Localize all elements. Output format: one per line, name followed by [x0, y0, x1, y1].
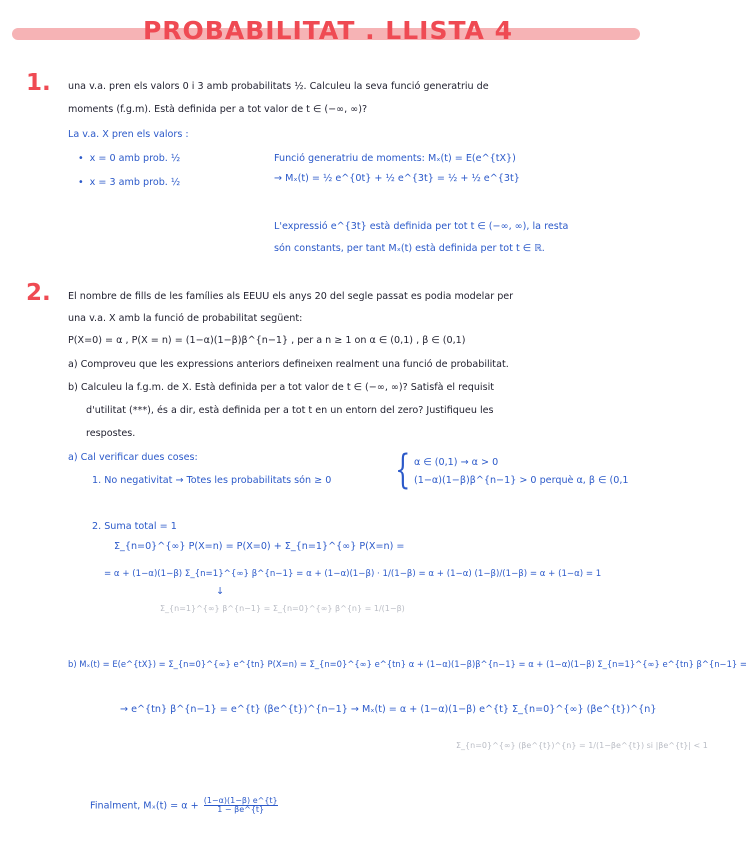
problem-1-statement-line-1: una v.a. pren els valors 0 i 3 amb probabilitats ½. Calculeu la seva funció generatriu de	[68, 81, 489, 92]
p2-final-prefix: Finalment, Mₓ(t) = α +	[90, 800, 199, 812]
p2-brace-bottom: (1−α)(1−β)β^{n−1} > 0 perquè α, β ∈ (0,1	[414, 475, 629, 486]
problem-1-number: 1.	[26, 70, 51, 96]
problem-2-statement-line-2: una v.a. X amb la funció de probabilitat següent:	[68, 313, 303, 324]
down-arrow-icon: ↓	[216, 586, 225, 597]
brace-icon: {	[395, 447, 411, 493]
problem-1-statement-line-2: moments (f.g.m). Està definida per a tot valor de t ∈ (−∞, ∞)?	[68, 104, 368, 115]
p2-answer-b-line-1: b) Mₓ(t) = E(e^{tX}) = Σ_{n=0}^{∞} e^{tn} P(X=n) = Σ_{n=0}^{∞} e^{tn} α + (1−α)(1−β)β^{n−1} = α + (1−α)(1−β) Σ_{n=1}^{∞} e^{tn} β^{n−1} =	[68, 659, 747, 669]
p1-bullet-1: • x = 0 amb prob. ½	[78, 154, 180, 164]
problem-2-part-a: a) Comproveu que les expressions anteriors defineixen realment una funció de probabilitat.	[68, 359, 509, 370]
problem-2-part-b-line-1: b) Calculeu la f.g.m. de X. Està definida per a tot valor de t ∈ (−∞, ∞)? Satisfà el requisit	[68, 382, 495, 393]
p2-nonnegativity: 1. No negativitat → Totes les probabilitats són ≥ 0	[92, 475, 332, 486]
p2-series-condition-note: Σ_{n=0}^{∞} (βe^{t})^{n} = 1/(1−βe^{t}) si |βe^{t}| < 1	[456, 741, 708, 750]
p1-answer-intro: La v.a. X pren els valors :	[68, 129, 189, 140]
p2-final-numerator: (1−α)(1−β) e^{t}	[203, 796, 278, 805]
problem-2-part-b-line-2: d'utilitat (***), és a dir, està definida per a tot t en un entorn del zero? Justifiqueu les	[86, 405, 494, 416]
p2-geometric-series-note: Σ_{n=1}^{∞} β^{n−1} = Σ_{n=0}^{∞} β^{n} = 1/(1−β)	[160, 604, 405, 613]
page-title: PROBABILITAT . LLISTA 4	[142, 16, 514, 45]
p1-bullet-2: • x = 3 amb prob. ½	[78, 178, 180, 188]
p1-conclusion-line-2: són constants, per tant Mₓ(t) està definida per tot t ∈ ℝ.	[274, 243, 545, 254]
p2-answer-a-intro: a) Cal verificar dues coses:	[68, 452, 198, 463]
problem-2-pmf: P(X=0) = α , P(X = n) = (1−α)(1−β)β^{n−1} , per a n ≥ 1 on α ∈ (0,1) , β ∈ (0,1)	[68, 335, 466, 346]
problem-2-part-b-line-3: respostes.	[86, 428, 136, 439]
p2-sum-line-2: = α + (1−α)(1−β) Σ_{n=1}^{∞} β^{n−1} = α + (1−α)(1−β) · 1/(1−β) = α + (1−α) (1−β)/(1−β) = α + (1−α) = 1	[104, 569, 602, 579]
p2-brace-top: α ∈ (0,1) → α > 0	[414, 457, 499, 468]
problem-2-statement-line-1: El nombre de fills de les famílies als EEUU els anys 20 del segle passat es podia modelar per	[68, 291, 514, 302]
p2-final-denominator: 1 − βe^{t}	[217, 805, 265, 814]
p2-sum-title: 2. Suma total = 1	[92, 521, 177, 532]
p2-final-fraction	[204, 797, 278, 814]
problem-2-number: 2.	[26, 280, 51, 306]
p1-conclusion-line-1: L'expressió e^{3t} està definida per tot t ∈ (−∞, ∞), la resta	[274, 221, 569, 232]
p1-mgf-definition: Funció generatriu de moments: Mₓ(t) = E(e^{tX})	[274, 153, 516, 164]
p1-mgf-result: → Mₓ(t) = ½ e^{0t} + ½ e^{3t} = ½ + ½ e^{3t}	[274, 173, 520, 184]
p2-answer-b-line-2: → e^{tn} β^{n−1} = e^{t} (βe^{t})^{n−1} → Mₓ(t) = α + (1−α)(1−β) e^{t} Σ_{n=0}^{∞} (βe^{t})^{n}	[120, 704, 657, 715]
p2-sum-line-1: Σ_{n=0}^{∞} P(X=n) = P(X=0) + Σ_{n=1}^{∞} P(X=n) =	[114, 541, 405, 552]
p2-final-result	[90, 797, 280, 814]
